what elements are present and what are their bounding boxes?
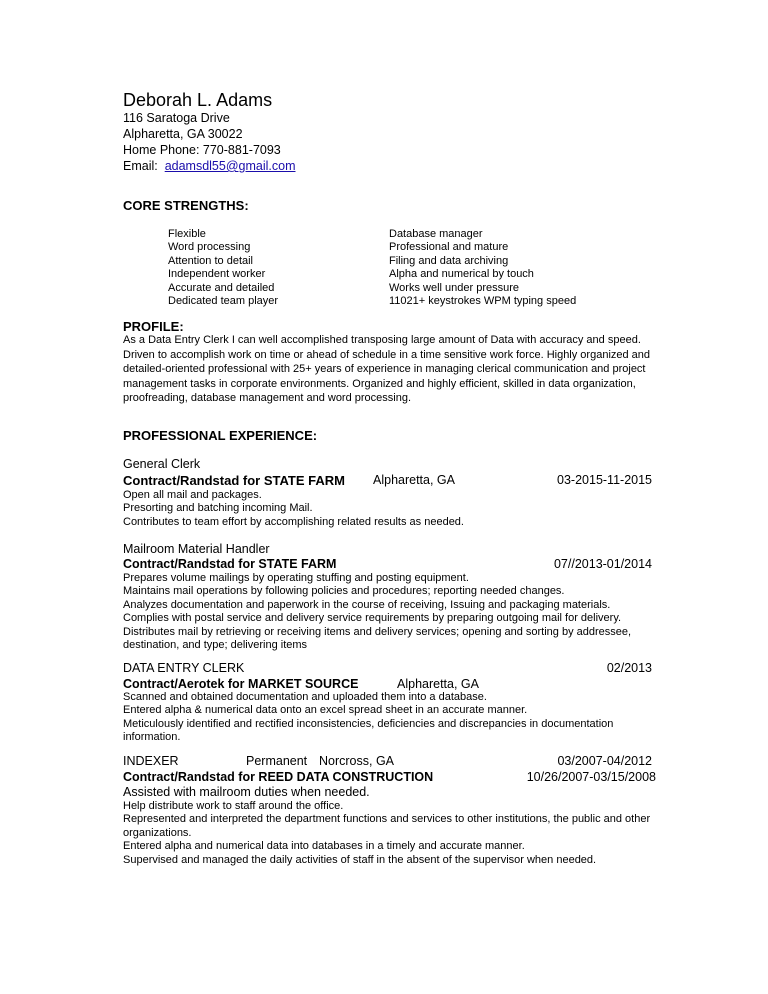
job-company: Contract/Randstad for STATE FARM xyxy=(123,473,345,488)
profile-heading: PROFILE: xyxy=(123,319,184,334)
duty-item: Presorting and batching incoming Mail. xyxy=(123,502,313,515)
strength-item: Word processing xyxy=(168,241,251,254)
duty-item: Contributes to team effort by accomplishing related results as needed. xyxy=(123,515,464,528)
profile-text: As a Data Entry Clerk I can well accomplished transposing large amount of Data with accuracy and speed. Driven to accomplish work on time or ahead of schedule in a time sensitive work force. Highly organized and detailed-oriented professional with 25+ years of experience in managing clerical communication and project management tasks in corporate environments. Organized and highly efficient, skilled in data organization, proofreading, database management and word processing. xyxy=(123,334,651,405)
job-company: Contract/Aerotek for MARKET SOURCE xyxy=(123,677,359,691)
job-location: Norcross, GA xyxy=(319,754,395,768)
duty-item: Complies with postal service and delivery service requirements by preparing outgoing mail for delivery. xyxy=(123,612,622,625)
duty-item: Distributes mail by retrieving or receiving items and delivery services; opening and sorting by addressee, destination, and type; delivering items xyxy=(123,625,632,652)
home-phone: Home Phone: 770-881-7093 xyxy=(123,143,281,157)
job-company: Contract/Randstad for REED DATA CONSTRUCTION xyxy=(123,770,434,784)
email-label: Email: xyxy=(123,159,158,173)
core-strengths-right xyxy=(389,228,576,308)
duty-item: Entered alpha and numerical data into databases in a timely and accurate manner. xyxy=(123,840,525,853)
strength-item: Independent worker xyxy=(168,268,266,281)
address-street: 116 Saratoga Drive xyxy=(123,111,230,125)
duty-item: Meticulously identified and rectified inconsistencies, deficiencies and discrepancies in documentation information. xyxy=(123,717,614,744)
strength-item: Accurate and detailed xyxy=(168,281,275,294)
strength-item: 11021+ keystrokes WPM typing speed xyxy=(389,295,577,308)
duty-item: Entered alpha & numerical data onto an excel spread sheet in an accurate manner. xyxy=(123,704,528,717)
job-location: Alpharetta, GA xyxy=(373,473,455,487)
job-dates: 03-2015-11-2015 xyxy=(557,473,652,487)
core-strengths-heading: CORE STRENGTHS: xyxy=(123,198,249,213)
job-duties xyxy=(123,572,658,652)
candidate-name: Deborah L. Adams xyxy=(123,90,273,110)
job-subtitle: Assisted with mailroom duties when needed. xyxy=(123,785,370,799)
job-duties xyxy=(123,691,658,745)
email-line xyxy=(123,159,296,173)
strength-item: Professional and mature xyxy=(389,241,509,254)
job-role: General Clerk xyxy=(123,457,201,471)
job-company: Contract/Randstad for STATE FARM xyxy=(123,557,337,571)
strength-item: Database manager xyxy=(389,228,483,240)
duty-item: Help distribute work to staff around the office. xyxy=(123,800,344,812)
job-dates: 07//2013-01/2014 xyxy=(553,557,652,571)
job-role: DATA ENTRY CLERK xyxy=(123,661,245,675)
address-city: Alpharetta, GA 30022 xyxy=(123,127,243,141)
job-type: Permanent xyxy=(246,754,308,768)
core-strengths-left xyxy=(168,228,278,308)
strength-item: Works well under pressure xyxy=(389,281,520,294)
job-role: INDEXER xyxy=(123,754,179,768)
experience-heading: PROFESSIONAL EXPERIENCE: xyxy=(123,428,318,443)
duty-item: Open all mail and packages. xyxy=(123,489,262,501)
duty-item: Analyzes documentation and paperwork in the course of receiving, Issuing and packaging materials. xyxy=(123,598,611,611)
email-link[interactable]: adamsdl55@gmail.com xyxy=(164,159,296,173)
job-company-dates: 10/26/2007-03/15/2008 xyxy=(526,770,656,784)
duty-item: Scanned and obtained documentation and uploaded them into a database. xyxy=(123,691,487,703)
strength-item: Alpha and numerical by touch xyxy=(389,268,534,281)
strength-item: Attention to detail xyxy=(168,254,254,267)
duty-item: Maintains mail operations by following policies and procedures; reporting needed changes. xyxy=(123,585,565,598)
strength-item: Flexible xyxy=(168,228,206,240)
duty-item: Supervised and managed the daily activities of staff in the absent of the supervisor when needed. xyxy=(123,853,597,866)
job-location: Alpharetta, GA xyxy=(397,677,479,691)
job-duties xyxy=(123,489,464,529)
job-duties xyxy=(123,800,658,867)
job-dates: 03/2007-04/2012 xyxy=(557,754,652,768)
strength-item: Filing and data archiving xyxy=(389,254,509,267)
duty-item: Prepares volume mailings by operating stuffing and posting equipment. xyxy=(123,572,469,584)
strength-item: Dedicated team player xyxy=(168,295,279,308)
job-dates: 02/2013 xyxy=(606,661,652,675)
duty-item: Represented and interpreted the department functions and services to other institutions, the public and other organizations. xyxy=(123,813,651,839)
job-role: Mailroom Material Handler xyxy=(123,542,270,556)
